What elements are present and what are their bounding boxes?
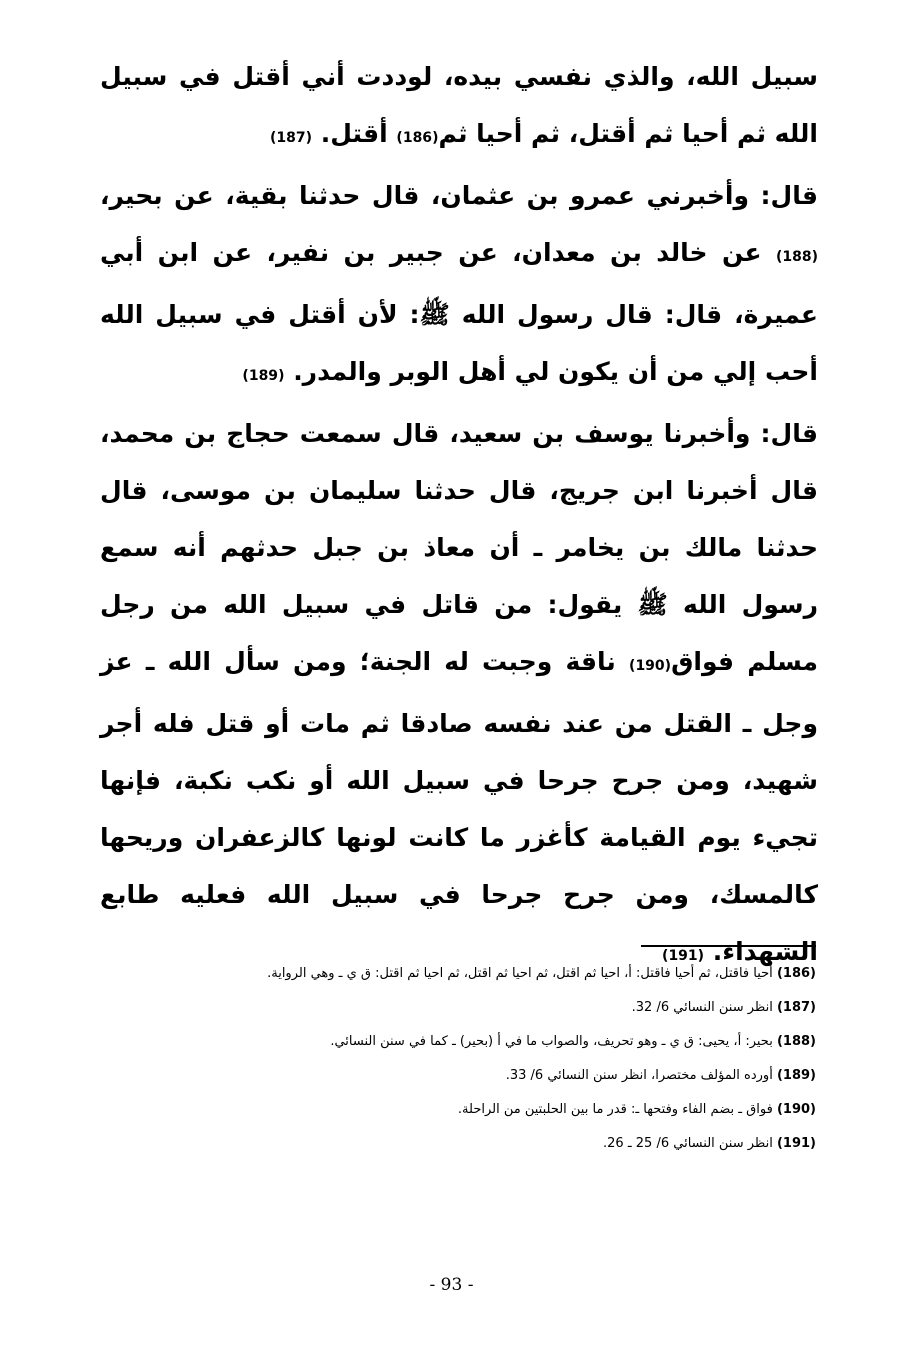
paragraph-2-text-a: قال: وأخبرني عمرو بن عثمان، قال حدثنا بقية، عن بحير، — [100, 181, 818, 210]
footnote-190: (190) فواق ـ بضم الفاء وفتحها ـ: قدر ما بين الحلبتين من الراحلة. — [457, 1102, 816, 1117]
page-number: - 93 - — [429, 1275, 474, 1295]
paragraph-1-text-b: أقتل. — [320, 119, 388, 148]
footnote-187: (187) انظر سنن النسائي 6/ 32. — [631, 1000, 816, 1015]
footnote-ref-186: (186) — [396, 130, 439, 146]
footnote-188: (188) بحير: أ، يحيى: ق ي ـ وهو تحريف، والصواب ما في أ (بحير) ـ كما في سنن النسائي. — [330, 1034, 816, 1049]
footnote-ref-189: (189) — [242, 368, 285, 384]
main-text — [100, 48, 818, 985]
paragraph-1-text-a: سبيل الله، والذي نفسي بيده، لوددت أني أقتل في سبيل الله ثم أحيا ثم أقتل، ثم أحيا ثم — [100, 62, 818, 148]
paragraph-2 — [100, 167, 818, 405]
footnote-ref-191: (191) — [662, 948, 705, 964]
paragraph-3 — [100, 405, 818, 985]
footnote-189: (189) أورده المؤلف مختصرا، انظر سنن النسائي 6/ 33. — [505, 1068, 816, 1083]
footnote-ref-190: (190) — [629, 658, 672, 674]
footnotes — [118, 963, 816, 1167]
paragraph-3-text-b: ناقة وجبت له الجنة؛ ومن سأل الله ـ عز وجل ـ القتل من عند نفسه صادقا ثم مات أو قتل فله أجر شهيد، ومن جرح جرحا في سبيل الله أو نكب نكبة، فإنها تجيء يوم القيامة كأغزر ما كانت لونها كالزعفران وريحها كالمسك، ومن جرح جرحا في سبيل الله فعليه طابع الشهداء. — [100, 647, 818, 966]
footnote-divider — [641, 945, 816, 947]
paragraph-2-text-b: عن خالد بن معدان، عن جبير بن نفير، عن ابن أبي عميرة، قال: قال رسول الله ﷺ: لأن أقتل في سبيل الله أحب إلي من أن يكون لي أهل الوبر والمدر. — [100, 238, 818, 386]
footnote-ref-187: (187) — [269, 130, 313, 146]
paragraph-3-text-a: قال: وأخبرنا يوسف بن سعيد، قال سمعت حجاج بن محمد، قال أخبرنا ابن جريج، قال حدثنا سليمان بن موسى، قال حدثنا مالك بن يخامر ـ أن معاذ بن جبل حدثهم أنه سمع رسول الله ﷺ يقول: من قاتل في سبيل الله من رجل مسلم فواق — [100, 419, 818, 676]
footnote-191: (191) انظر سنن النسائي 6/ 25 ـ 26. — [603, 1136, 816, 1151]
paragraph-1 — [100, 48, 818, 167]
footnote-186: (186) أحيا فاقتل، ثم أحيا فاقتل: أ، احيا ثم اقتل، ثم احيا ثم اقتل، ثم احيا ثم اقتل: ق ي ـ وهي الرواية. — [267, 966, 816, 981]
footnote-ref-188: (188) — [775, 249, 818, 265]
